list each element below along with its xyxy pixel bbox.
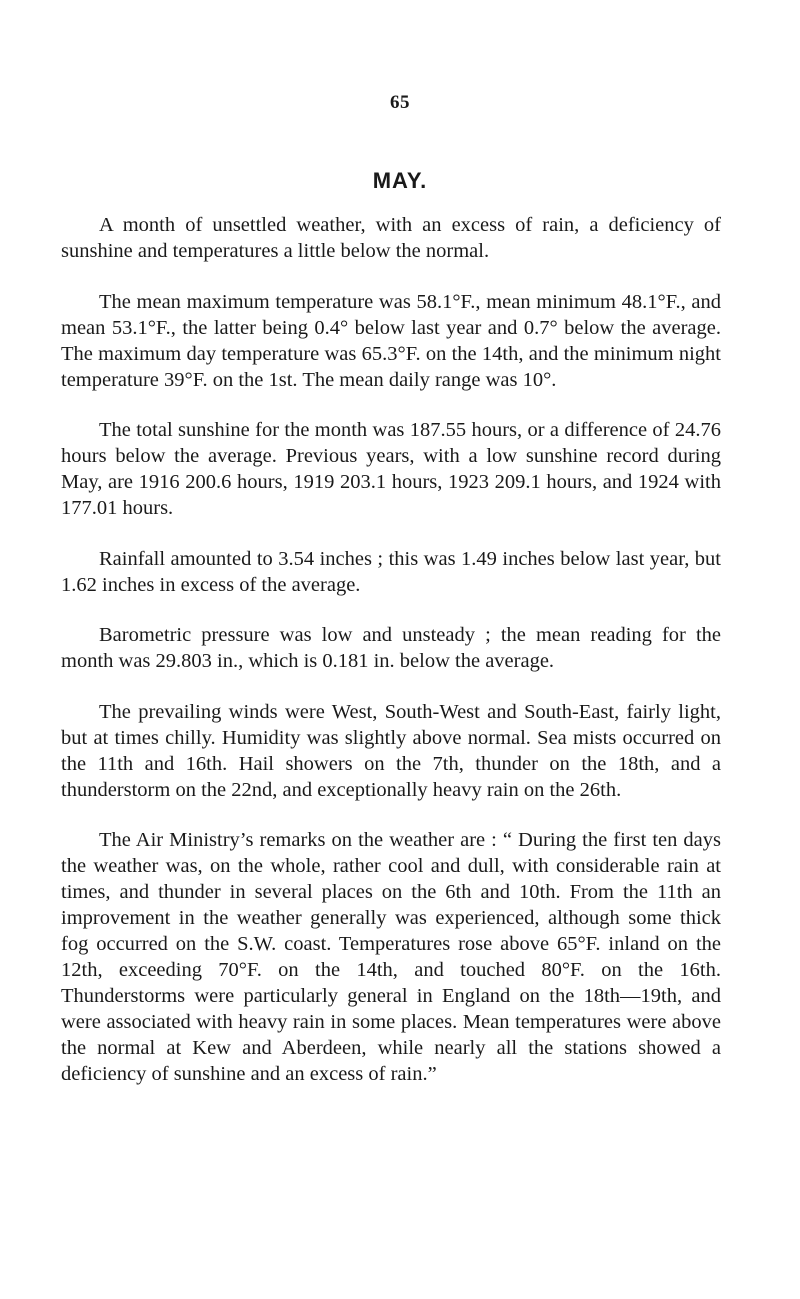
paragraph-winds: The prevailing winds were West, South-West and South-East, fairly light, but at times chilly. Humidity was slightly above normal. Sea mists occurred on the 11th and 16th. Hail showers on the 7th, thunder on the 18th, and a thunderstorm on the 22nd, and exceptionally heavy rain on the 26th. [61, 700, 721, 801]
paragraph-summary: A month of unsettled weather, with an excess of rain, a deficiency of sunshine and temperatures a little below the normal. [61, 214, 721, 262]
page-title: MAY. [372, 168, 428, 193]
paragraph-air-ministry-remarks: The Air Ministry’s remarks on the weather are : “ During the first ten days the weather was, on the whole, rather cool and dull, with considerable rain at times, and thunder in several places on the 6th and 10th. From the 11th an improvement in the weather generally was experienced, although some thick fog occurred on the S.W. coast. Temperatures rose above 65°F. inland on the 12th, exceeding 70°F. on the 14th, and touched 80°F. on the 16th. Thunderstorms were particularly general in England on the 18th—19th, and were associated with heavy rain in some places. Mean temperatures were above the normal at Kew and Aberdeen, while nearly all the stations showed a deficiency of sunshine and an excess of rain.” [61, 829, 721, 1085]
paragraph-temperature: The mean maximum temperature was 58.1°F., mean minimum 48.1°F., and mean 53.1°F., the latter being 0.4° below last year and 0.7° below the average. The maximum day temperature was 65.3°F. on the 14th, and the minimum night temperature 39°F. on the 1st. The mean daily range was 10°. [61, 290, 721, 391]
paragraph-rainfall: Rainfall amounted to 3.54 inches ; this was 1.49 inches below last year, but 1.62 inches in excess of the average. [61, 547, 721, 596]
paragraph-barometric-pressure: Barometric pressure was low and unsteady ; the mean reading for the month was 29.803 in., which is 0.181 in. below the average. [61, 624, 721, 672]
paragraph-sunshine: The total sunshine for the month was 187.55 hours, or a difference of 24.76 hours below the average. Previous years, with a low sunshine record during May, are 1916 200.6 hours, 1919 203.1 hours, 1923 209.1 hours, and 1924 with 177.01 hours. [61, 419, 721, 519]
report-body [61, 212, 721, 1112]
page-number: 65 [390, 92, 410, 113]
